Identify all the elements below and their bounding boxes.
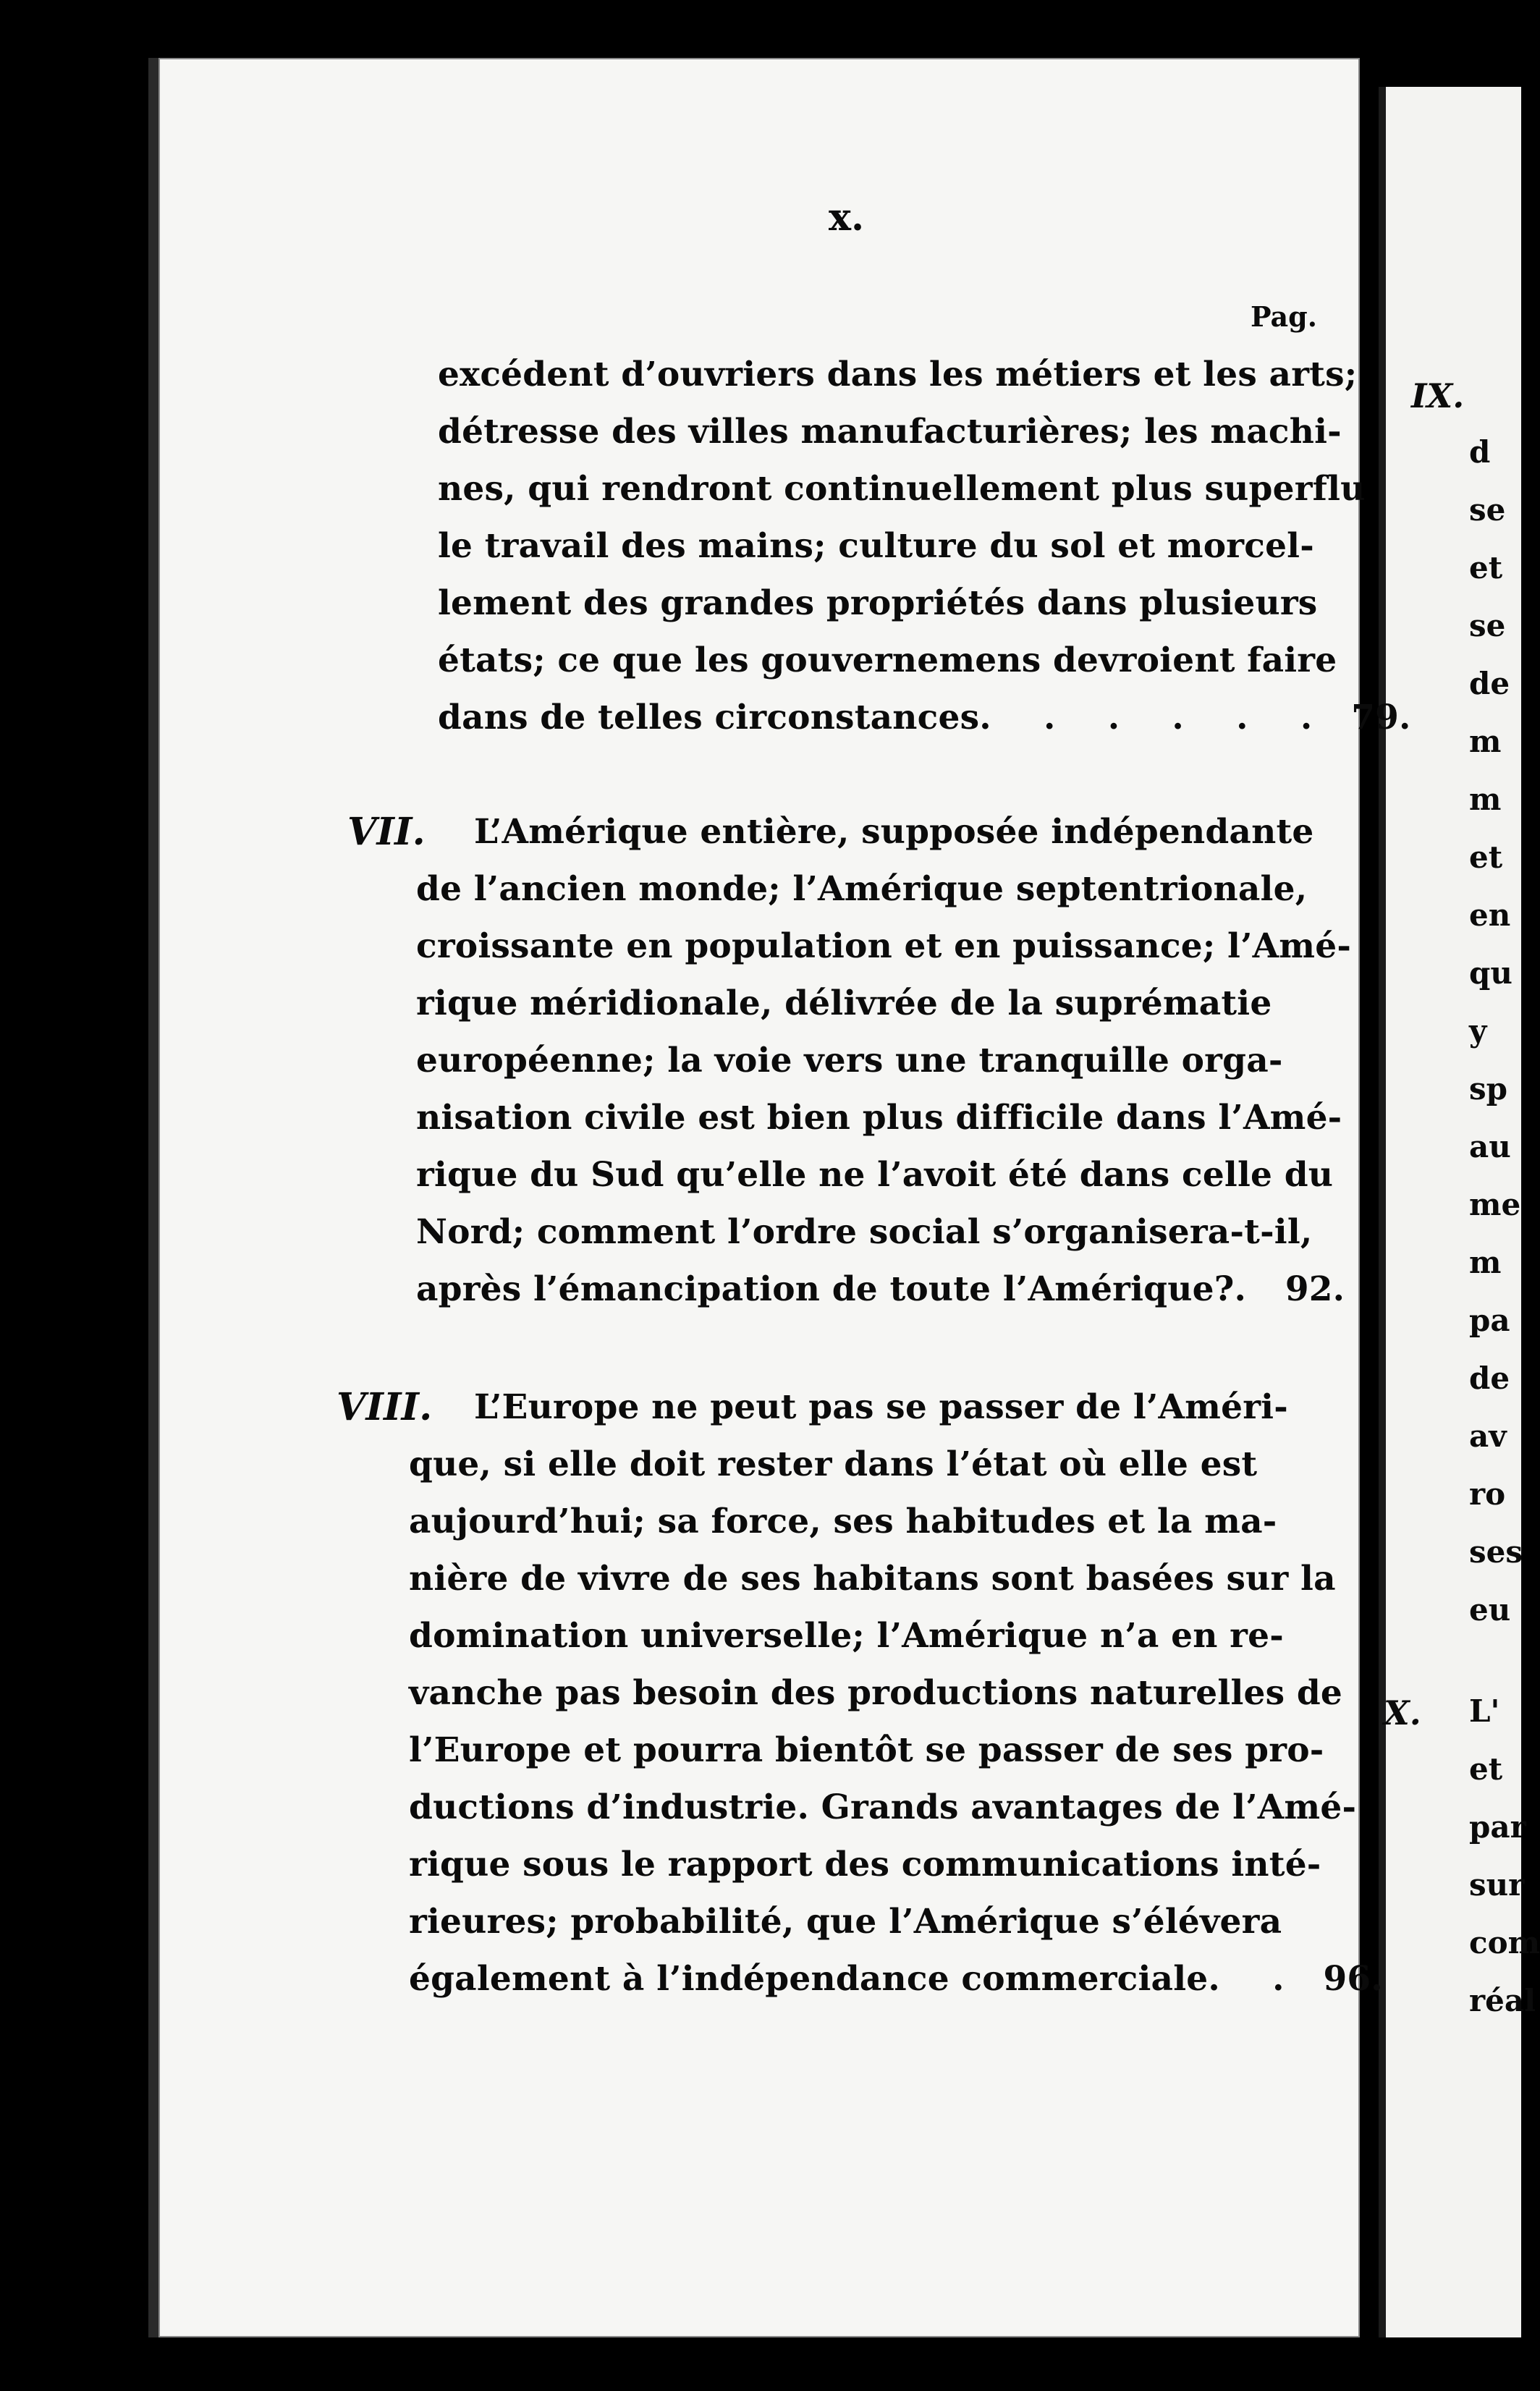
entry-line: croissante en population et en puissance; l’Amé- (416, 926, 1352, 966)
entry-line: dans de telles circonstances (438, 698, 980, 737)
facing-fragment: ses (1469, 1534, 1523, 1570)
entry-line: de l’ancien monde; l’Amérique septentrionale, (416, 869, 1308, 909)
facing-fragment: sp (1469, 1071, 1508, 1106)
facing-fragment: m (1469, 782, 1502, 817)
facing-fragment: pa (1469, 1303, 1510, 1338)
entry-line: rique méridionale, délivrée de la suprématie (416, 983, 1272, 1023)
entry-line: détresse des villes manufacturières; les machi- (438, 412, 1342, 452)
entry-line: également à l’indépendance commerciale (409, 1959, 1209, 1999)
entry-line: rieures; probabilité, que l’Amérique s’élévera (409, 1902, 1282, 1942)
facing-fragment: se (1469, 492, 1506, 528)
entry-line: nes, qui rendront continuellement plus superflu (438, 469, 1366, 509)
facing-chapter-number: X. (1384, 1693, 1421, 1732)
facing-fragment: av (1469, 1418, 1507, 1454)
page-reference: 96. (1323, 1959, 1383, 1999)
toc-entry-continuation (438, 346, 1411, 746)
facing-fragment: par (1469, 1809, 1526, 1845)
entry-line: lement des grandes propriétés dans plusieurs (438, 583, 1318, 623)
facing-fragment: me (1469, 1187, 1521, 1222)
page-column-label: Pag. (1251, 300, 1317, 333)
page-reference: 79. (1351, 698, 1411, 737)
entry-line: aujourd’hui; sa force, ses habitudes et la ma- (409, 1502, 1277, 1541)
entry-line: ductions d’industrie. Grands avantages de l’Amé- (409, 1787, 1357, 1827)
facing-fragment: com (1469, 1925, 1540, 1960)
facing-fragment: et (1469, 839, 1503, 875)
facing-fragment: au (1469, 1129, 1511, 1164)
entry-line: après l’émancipation de toute l’Amérique? (416, 1269, 1235, 1309)
entry-line: européenne; la voie vers une tranquille orga- (416, 1041, 1283, 1080)
entry-last-line (438, 689, 1411, 746)
facing-fragment: réal (1469, 1983, 1536, 2018)
facing-fragment: m (1469, 724, 1502, 759)
toc-entry-viii (337, 1379, 1383, 2007)
facing-fragment: qu (1469, 955, 1512, 991)
entry-line: rique du Sud qu’elle ne l’avoit été dans celle du (416, 1155, 1334, 1195)
entry-line: domination universelle; l’Amérique n’a en re- (409, 1616, 1284, 1656)
facing-fragment: ro (1469, 1476, 1506, 1512)
entry-line: états; ce que les gouvernemens devroient faire (438, 640, 1337, 680)
dot-leader: . . . . . . (979, 698, 1333, 737)
entry-line: Nord; comment l’ordre social s’organisera-t-il, (416, 1212, 1313, 1252)
facing-fragment: m (1469, 1245, 1502, 1280)
toc-entry-vii (347, 803, 1352, 1318)
facing-fragment: sur (1469, 1867, 1525, 1903)
facing-fragment: et (1469, 1751, 1503, 1787)
facing-fragment: de (1469, 1360, 1510, 1396)
dot-leader: . . (1208, 1959, 1305, 1999)
facing-fragment: se (1469, 608, 1506, 643)
page-reference: 92. (1285, 1269, 1345, 1309)
entry-line: L’Europe ne peut pas se passer de l’Améri- (474, 1387, 1288, 1427)
entry-line: L’Amérique entière, supposée indépendante (474, 812, 1314, 852)
facing-fragment: y (1469, 1013, 1487, 1049)
facing-fragment: L' (1469, 1693, 1500, 1729)
entry-line: le travail des mains; culture du sol et morcel- (438, 526, 1314, 566)
entry-line: nisation civile est bien plus difficile dans l’Amé- (416, 1098, 1342, 1138)
chapter-number: VII. (347, 810, 426, 854)
entry-line: nière de vivre de ses habitans sont basées sur la (409, 1559, 1336, 1599)
page-numeral: x. (829, 195, 865, 240)
entry-line: que, si elle doit rester dans l’état où elle est (409, 1444, 1258, 1484)
dot-leader: . (1234, 1269, 1266, 1309)
entry-line: vanche pas besoin des productions naturelles de (409, 1673, 1342, 1713)
entry-line: l’Europe et pourra bientôt se passer de ses pro- (409, 1730, 1324, 1770)
facing-fragment: de (1469, 666, 1510, 701)
entry-line: excédent d’ouvriers dans les métiers et les arts; (438, 355, 1358, 394)
facing-fragment: d (1469, 434, 1491, 470)
entry-line: rique sous le rapport des communications inté- (409, 1845, 1321, 1884)
facing-chapter-number: IX. (1411, 376, 1465, 415)
entry-last-line (409, 1950, 1383, 2007)
entry-last-line (416, 1261, 1345, 1318)
chapter-number: VIII. (337, 1385, 433, 1429)
facing-fragment: en (1469, 897, 1511, 933)
facing-fragment: eu (1469, 1592, 1511, 1628)
facing-fragment: et (1469, 550, 1503, 585)
